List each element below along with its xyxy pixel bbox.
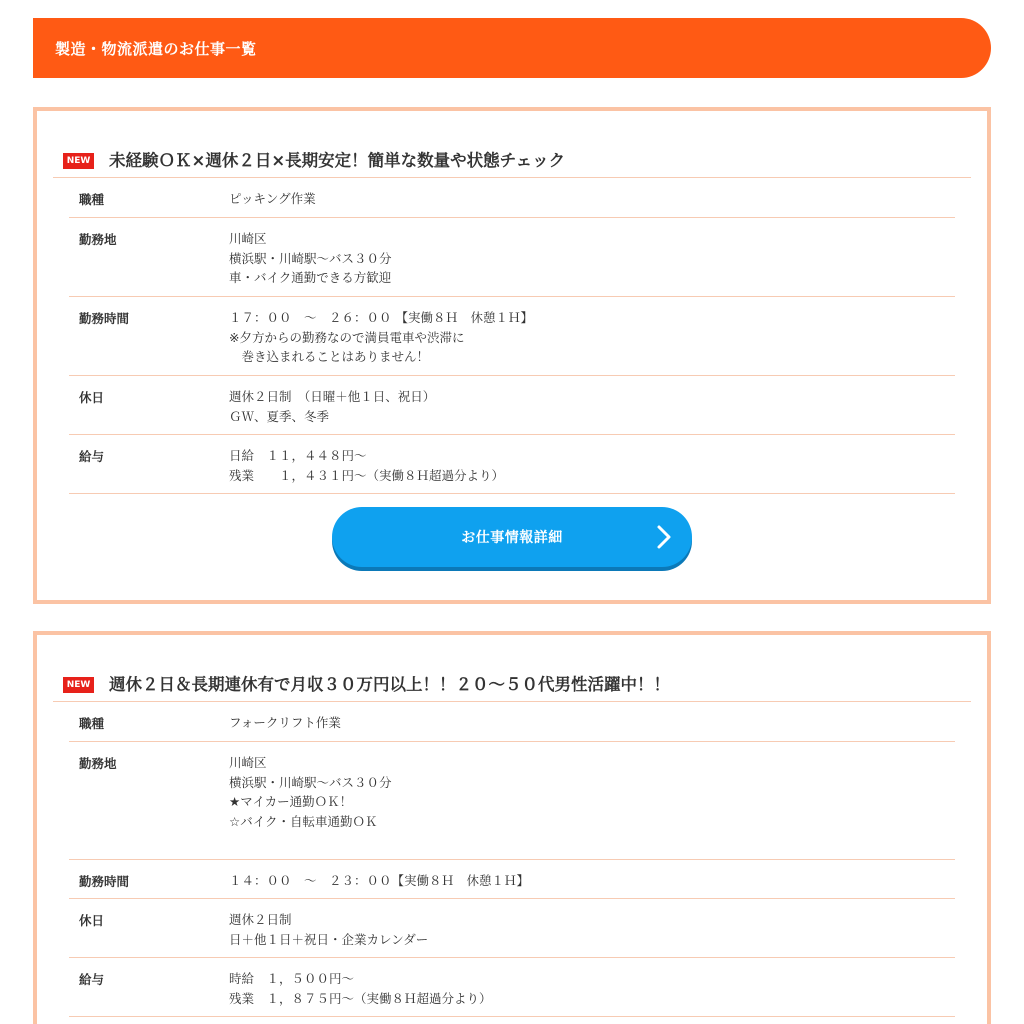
job-row-location [69, 218, 955, 297]
row-label: 給与 [79, 972, 105, 987]
row-value: 川崎区 横浜駅・川崎駅〜バス３０分 ★マイカー通勤ＯＫ！ ☆バイク・自転車通勤ＯＫ [229, 755, 392, 829]
job-header [53, 665, 971, 702]
row-value: 時給 １，５００円〜 残業 １，８７５円〜（実働８Ｈ超過分より） [229, 971, 492, 1006]
row-label: 勤務時間 [79, 311, 130, 326]
row-value: 週休２日制 （日曜＋他１日、祝日） ＧＷ、夏季、冬季 [229, 389, 436, 424]
job-row-occupation [69, 702, 955, 742]
row-value: １４：００ 〜 ２３：００【実働８Ｈ 休憩１Ｈ】 [229, 873, 530, 888]
new-badge: NEW [63, 153, 94, 169]
row-label: 給与 [79, 449, 105, 464]
new-badge: NEW [63, 677, 94, 693]
job-row-holidays [69, 899, 955, 958]
row-label: 職種 [79, 192, 105, 207]
job-details-table [69, 702, 955, 1017]
row-value: １７：００ 〜 ２６：００ 【実働８Ｈ 休憩１Ｈ】 ※夕方からの勤務なので満員電車や渋滞に 巻き込まれることはありません！ [229, 310, 533, 364]
section-header [33, 18, 991, 78]
job-row-holidays [69, 376, 955, 435]
job-card [33, 631, 991, 1024]
row-value: ピッキング作業 [229, 191, 316, 206]
row-label: 勤務地 [79, 232, 117, 247]
section-title: 製造・物流派遣のお仕事一覧 [55, 39, 257, 58]
chevron-right-icon [654, 524, 674, 550]
job-row-location [69, 742, 955, 860]
job-card [33, 107, 991, 604]
job-details-table [69, 178, 955, 494]
row-value: 日給 １１，４４８円〜 残業 １，４３１円〜（実働８Ｈ超過分より） [229, 448, 505, 483]
row-value: 川崎区 横浜駅・川崎駅〜バス３０分 車・バイク通勤できる方歓迎 [229, 231, 392, 285]
job-row-occupation [69, 178, 955, 218]
job-detail-button[interactable] [332, 507, 692, 567]
job-detail-button-label: お仕事情報詳細 [461, 530, 563, 546]
job-row-salary [69, 435, 955, 494]
row-value: 週休２日制 日＋他１日＋祝日・企業カレンダー [229, 912, 429, 947]
row-label: 勤務地 [79, 756, 117, 771]
row-label: 休日 [79, 390, 105, 405]
job-row-salary [69, 958, 955, 1017]
job-title[interactable]: 週休２日＆長期連休有で月収３０万円以上！！２０〜５０代男性活躍中！！ [109, 675, 670, 694]
row-label: 勤務時間 [79, 874, 130, 889]
row-label: 休日 [79, 913, 105, 928]
job-row-hours [69, 860, 955, 899]
job-title[interactable]: 未経験ＯＫ×週休２日×長期安定！簡単な数量や状態チェック [109, 151, 566, 170]
job-header [53, 141, 971, 178]
row-value: フォークリフト作業 [229, 715, 341, 730]
row-label: 職種 [79, 716, 105, 731]
job-row-hours [69, 297, 955, 376]
